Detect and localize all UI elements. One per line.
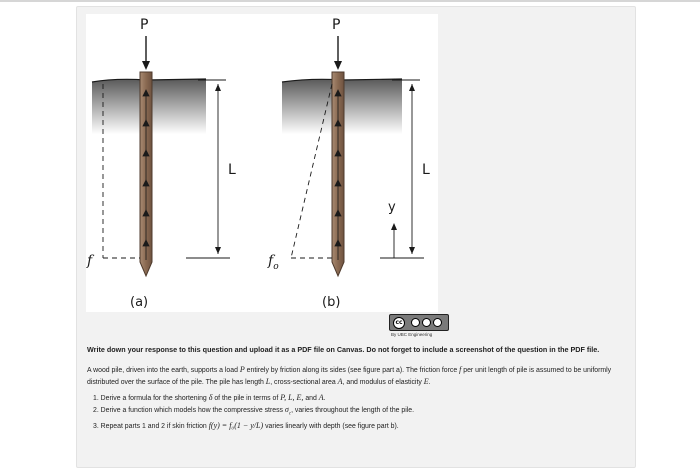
task-list [87,392,627,432]
question-text [87,344,627,432]
license-credit: By UBC Engineering [391,332,433,337]
task-item-3: 3. Repeat parts 1 and 2 if skin friction f(y) = f₀(1 − y/L) varies linearly with depth (see figure part b). [93,420,399,430]
cc-icon: cc [393,317,405,329]
cc-license-box [389,314,449,331]
length-label-a: L [228,162,236,178]
license-badge[interactable] [389,314,449,340]
noncommercial-icon [422,318,431,327]
problem-statement: A wood pile, driven into the earth, supports a load P entirely by friction along its sides (see figure part a). The friction force f per unit length of pile is assumed to be uniformly distributed over the surface of the pile. The pile has length L, cross-sectional area A, and modulus of elasticity E. [87,365,612,386]
submission-instruction: Write down your response to this question and upload it as a PDF file on Canvas. Do not forget to include a screenshot of the question in the PDF file. [87,345,600,354]
friction-base-label-b: $f_o$ [268,253,279,272]
pile-diagram [86,14,438,312]
friction-label-a: f [87,253,93,269]
caption-a: (a) [130,295,149,310]
attribution-icon [411,318,420,327]
task-item-1: 1. Derive a formula for the shortening δ of the pile in terms of P, L, E, and A. [93,393,326,402]
load-label-b: P [332,17,341,33]
caption-b: (b) [322,295,341,310]
depth-label-b: y [388,200,396,215]
top-divider [0,0,700,2]
task-item-2: 2. Derive a function which models how the compressive stress $\sigma_c$, varies throughout the length of the pile. [93,405,415,417]
length-label-b: L [422,162,430,178]
pile-figure [86,14,438,312]
sharealike-icon [433,318,442,327]
load-label-a: P [140,17,149,33]
